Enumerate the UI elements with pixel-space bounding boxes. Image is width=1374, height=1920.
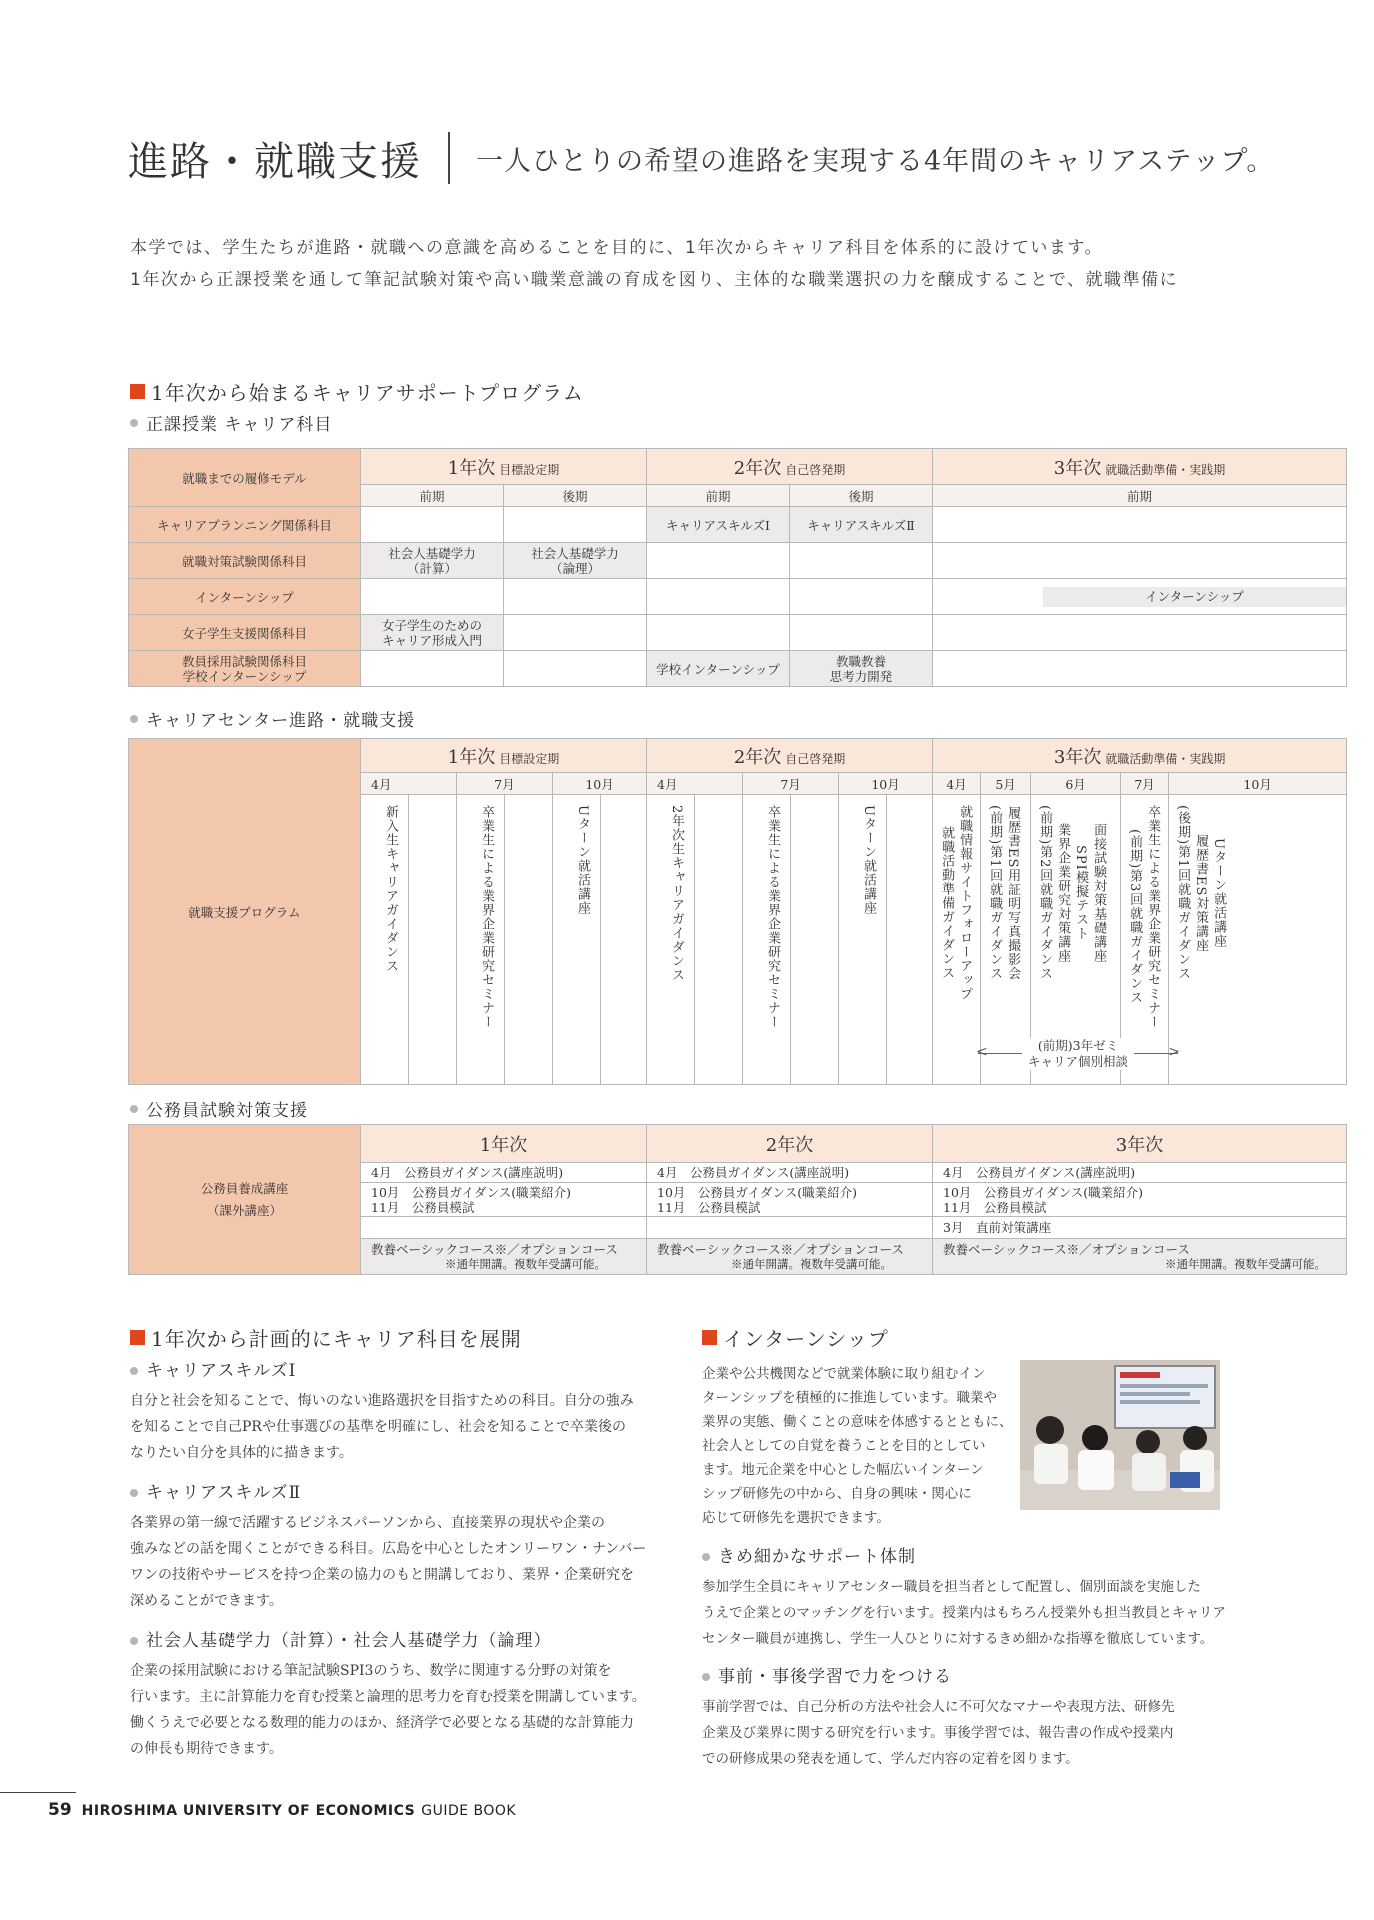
year-header: 3年次 就職活動準備・実践期 — [933, 739, 1347, 773]
year-header: 2年次 自己啓発期 — [647, 739, 933, 773]
footer-university: HIROSHIMA UNIVERSITY OF ECONOMICS — [81, 1803, 416, 1819]
event-text: 履歴書ES用証明写真撮影会 — [1005, 805, 1021, 980]
square-bullet-icon — [702, 1330, 717, 1345]
event-text: 業界企業研究対策講座 — [1055, 822, 1071, 963]
dot-bullet-icon — [130, 1489, 138, 1497]
item-title: キャリアスキルズⅠ — [130, 1358, 670, 1384]
table-cell: 4月 公務員ガイダンス(講座説明) — [647, 1163, 933, 1183]
civil-service-heading — [130, 1096, 308, 1121]
event-text: 2年次生キャリアガイダンス — [669, 805, 685, 983]
month-header: 4月 — [933, 773, 981, 795]
row-label: 教員採用試験関係科目 学校インターンシップ — [129, 651, 361, 687]
event-cell — [839, 795, 887, 1085]
intro-line-1: 本学では、学生たちが進路・就職への意識を高めることを目的に、1年次からキャリア科目を体系的に設けています。 — [130, 238, 1103, 258]
event-cell — [601, 795, 647, 1085]
civil-label: 公務員養成講座 （課外講座） — [129, 1125, 361, 1275]
page-title: 進路・就職支援 — [128, 138, 422, 185]
half-header: 後期 — [790, 485, 933, 507]
page-number: 59 — [48, 1800, 72, 1820]
item-title: 社会人基礎学力（計算）・社会人基礎学力（論理） — [130, 1628, 670, 1654]
dot-bullet-icon — [130, 1367, 138, 1375]
event-text: 卒業生による業界企業研究セミナー — [1145, 805, 1161, 1029]
event-text: 卒業生による業界企業研究セミナー — [479, 805, 494, 1029]
left-column-heading-text: 1年次から計画的にキャリア科目を展開 — [151, 1327, 522, 1351]
event-cell — [457, 795, 505, 1085]
event-cell — [887, 795, 933, 1085]
item-body: 自分と社会を知ることで、悔いのない進路選択を目指すための科目。自分の強み を知ることで自己PRや仕事選びの基準を明確にし、社会を知ることで卒業後の なりたい自分を具体的に描きます。 — [130, 1393, 634, 1461]
table-cell — [790, 543, 933, 579]
table-cell — [504, 615, 647, 651]
event-cell — [553, 795, 601, 1085]
table-cell — [361, 507, 504, 543]
civil-service-heading-text: 公務員試験対策支援 — [146, 1101, 308, 1121]
month-header: 5月 — [981, 773, 1031, 795]
table-cell — [790, 615, 933, 651]
item-body: 参加学生全員にキャリアセンター職員を担当者として配置し、個別面談を実施した うえで企業とのマッチングを行います。授業内はもちろん授業外も担当教員とキャリア センター職員が連携し、学生一人ひとりに対するきめ細かな指導を徹底しています。 — [702, 1579, 1226, 1647]
seminar-note-text: (前期)3年ゼミ キャリア個別相談 — [1022, 1038, 1134, 1070]
table-cell — [504, 579, 647, 615]
dot-bullet-icon — [130, 1105, 138, 1113]
left-column — [130, 1358, 670, 1762]
item-title: 事前・事後学習で力をつける — [702, 1664, 1362, 1690]
month-header: 10月 — [1169, 773, 1347, 795]
month-header: 6月 — [1031, 773, 1121, 795]
internship-intro: 企業や公共機関などで就業体験に取り組むイン ターンシップを積極的に推進しています。職業や 業界の実態、働くことの意味を体感するとともに、 社会人としての自覚を養うことを目的としてい ます。地元企業を中心とした幅広いインターン シップ研修先の中から、自身の興味・関心に 応じて研修先を選択できます。 — [702, 1366, 1013, 1526]
square-bullet-icon — [130, 384, 145, 399]
classroom-photo-icon — [1020, 1360, 1220, 1510]
event-text: 就職情報サイトフォローアップ — [957, 805, 973, 1001]
row-label: 女子学生支援関係科目 — [129, 615, 361, 651]
page-footer — [48, 1800, 516, 1820]
row-label: 就職対策試験関係科目 — [129, 543, 361, 579]
program-heading-text: 1年次から始まるキャリアサポートプログラム — [151, 381, 584, 405]
dot-bullet-icon — [130, 715, 138, 723]
item-body: 事前学習では、自己分析の方法や社会人に不可欠なマナーや表現方法、研修先 企業及び業界に関する研究を行います。事後学習では、報告書の作成や授業内 での研修成果の発表を通して、学んだ内容の定着を図ります。 — [702, 1699, 1175, 1767]
item-title: キャリアスキルズⅡ — [130, 1480, 670, 1506]
table-cell — [647, 543, 790, 579]
table-cell — [361, 1217, 647, 1239]
table-cell: 4月 公務員ガイダンス(講座説明) — [361, 1163, 647, 1183]
right-column-heading — [702, 1323, 889, 1352]
table-cell: 女子学生のための キャリア形成入門 — [361, 615, 504, 651]
table-cell — [933, 651, 1347, 687]
event-cell — [409, 795, 457, 1085]
table-cell — [647, 615, 790, 651]
month-header: 10月 — [839, 773, 933, 795]
event-text: 面接試験対策基礎講座 — [1091, 822, 1107, 963]
right-column — [702, 1544, 1362, 1772]
dot-bullet-icon — [130, 419, 138, 427]
event-cell — [1169, 795, 1347, 1085]
curriculum-heading-text: 正課授業 キャリア科目 — [146, 415, 333, 435]
event-cell — [647, 795, 695, 1085]
table-cell: 社会人基礎学力 （論理） — [504, 543, 647, 579]
event-cell — [695, 795, 743, 1085]
page-header — [128, 128, 1274, 188]
event-text: Uターン就活講座 — [1211, 837, 1227, 948]
program-heading — [130, 377, 584, 406]
table-cell — [933, 579, 1347, 615]
event-text: Uターン就活講座 — [861, 805, 877, 915]
title-divider — [448, 132, 450, 184]
event-text: 新入生キャリアガイダンス — [383, 805, 398, 973]
table-cell: 教職教養 思考力開発 — [790, 651, 933, 687]
internship-photo — [1020, 1360, 1220, 1510]
table-cell — [933, 507, 1347, 543]
event-text: 履歴書ES対策講座 — [1193, 833, 1209, 952]
month-header: 7月 — [457, 773, 553, 795]
half-header: 後期 — [504, 485, 647, 507]
table-cell — [504, 651, 647, 687]
event-text: (前期)第3回就職ガイダンス — [1127, 829, 1143, 1005]
year-header: 1年次 — [361, 1125, 647, 1163]
item-title: きめ細かなサポート体制 — [702, 1544, 1362, 1570]
table-cell — [790, 579, 933, 615]
table-cell: 教養ベーシックコース※／オプションコース ※通年開講。複数年受講可能。 — [933, 1239, 1347, 1275]
year-header: 1年次 目標設定期 — [361, 449, 647, 485]
table-cell — [933, 543, 1347, 579]
career-center-heading-text: キャリアセンター進路・就職支援 — [146, 711, 416, 731]
curriculum-table — [128, 448, 1347, 687]
footer-rule — [0, 1792, 76, 1793]
intro-line-2: 1年次から正課授業を通して筆記試験対策や高い職業意識の育成を図り、主体的な職業選択の力を醸成することで、就職準備に — [130, 270, 1178, 290]
event-text: (前期)第2回就職ガイダンス — [1037, 805, 1053, 981]
table-cell — [933, 615, 1347, 651]
event-text: (前期)第1回就職ガイダンス — [987, 805, 1003, 981]
month-header: 10月 — [553, 773, 647, 795]
item-body: 各業界の第一線で活躍するビジネスパーソンから、直接業界の現状や企業の 強みなどの話を聞くことができる科目。広島を中心としたオンリーワン・ナンバー ワンの技術やサービスを持つ企業の協力のもと開講しており、業界・企業研究を 深めることができます。 — [130, 1515, 647, 1609]
table-cell: キャリアスキルズⅠ — [647, 507, 790, 543]
table-cell: 社会人基礎学力 （計算） — [361, 543, 504, 579]
table-cell: 3月 直前対策講座 — [933, 1217, 1347, 1239]
curriculum-heading — [130, 410, 332, 435]
table-cell: 10月 公務員ガイダンス(職業紹介) 11月 公務員模試 — [933, 1183, 1347, 1217]
item-body: 企業の採用試験における筆記試験SPI3のうち、数学に関連する分野の対策を 行います。主に計算能力を育む授業と論理的思考力を育む授業を開講しています。 働くうえで必要となる数理的能力のほか、経済学で必要となる基礎的な計算能力 の伸長も期待できます。 — [130, 1663, 646, 1757]
table-cell — [361, 651, 504, 687]
table-cell — [504, 507, 647, 543]
table-cell: 教養ベーシックコース※／オプションコース ※通年開講。複数年受講可能。 — [647, 1239, 933, 1275]
table-cell: キャリアスキルズⅡ — [790, 507, 933, 543]
year-header: 3年次 就職活動準備・実践期 — [933, 449, 1347, 485]
row-label: インターンシップ — [129, 579, 361, 615]
left-column-heading — [130, 1323, 522, 1352]
event-text: Uターン就活講座 — [575, 805, 590, 915]
table-cell — [647, 1217, 933, 1239]
half-header: 前期 — [647, 485, 790, 507]
event-text: (後期)第1回就職ガイダンス — [1175, 805, 1191, 981]
curriculum-corner: 就職までの履修モデル — [129, 449, 361, 507]
right-column-heading-text: インターンシップ — [723, 1327, 889, 1351]
month-header: 7月 — [743, 773, 839, 795]
seminar-note — [978, 1032, 1178, 1076]
row-label: キャリアプランニング関係科目 — [129, 507, 361, 543]
year-header: 1年次 目標設定期 — [361, 739, 647, 773]
table-cell — [647, 579, 790, 615]
table-cell: 10月 公務員ガイダンス(職業紹介) 11月 公務員模試 — [361, 1183, 647, 1217]
dot-bullet-icon — [702, 1673, 710, 1681]
month-header: 4月 — [647, 773, 743, 795]
footer-guidebook: GUIDE BOOK — [421, 1803, 517, 1819]
arrow-right-icon: > — [1168, 1044, 1180, 1060]
program-label: 就職支援プログラム — [129, 739, 361, 1085]
half-header: 前期 — [361, 485, 504, 507]
square-bullet-icon — [130, 1330, 145, 1345]
dot-bullet-icon — [702, 1553, 710, 1561]
event-cell — [791, 795, 839, 1085]
month-header: 7月 — [1121, 773, 1169, 795]
event-cell — [361, 795, 409, 1085]
table-cell — [361, 579, 504, 615]
table-cell: 教養ベーシックコース※／オプションコース ※通年開講。複数年受講可能。 — [361, 1239, 647, 1275]
event-cell — [505, 795, 553, 1085]
table-cell: 4月 公務員ガイダンス(講座説明) — [933, 1163, 1347, 1183]
internship-bar: インターンシップ — [1043, 587, 1346, 607]
arrow-left-icon: < — [976, 1044, 988, 1060]
event-cell — [743, 795, 791, 1085]
dot-bullet-icon — [130, 1637, 138, 1645]
page-subtitle: 一人ひとりの希望の進路を実現する4年間のキャリアステップ。 — [476, 145, 1275, 177]
event-text: 卒業生による業界企業研究セミナー — [765, 805, 781, 1029]
event-text: 就職活動準備ガイダンス — [939, 826, 955, 980]
career-center-heading — [130, 706, 415, 731]
year-header: 3年次 — [933, 1125, 1347, 1163]
event-text: SPI模擬テスト — [1073, 844, 1089, 941]
intro-text — [130, 232, 1178, 296]
year-header: 2年次 — [647, 1125, 933, 1163]
half-header: 前期 — [933, 485, 1347, 507]
event-cell — [933, 795, 981, 1085]
month-header: 4月 — [361, 773, 457, 795]
table-cell: 10月 公務員ガイダンス(職業紹介) 11月 公務員模試 — [647, 1183, 933, 1217]
year-header: 2年次 自己啓発期 — [647, 449, 933, 485]
table-cell: 学校インターンシップ — [647, 651, 790, 687]
civil-service-table — [128, 1124, 1347, 1275]
